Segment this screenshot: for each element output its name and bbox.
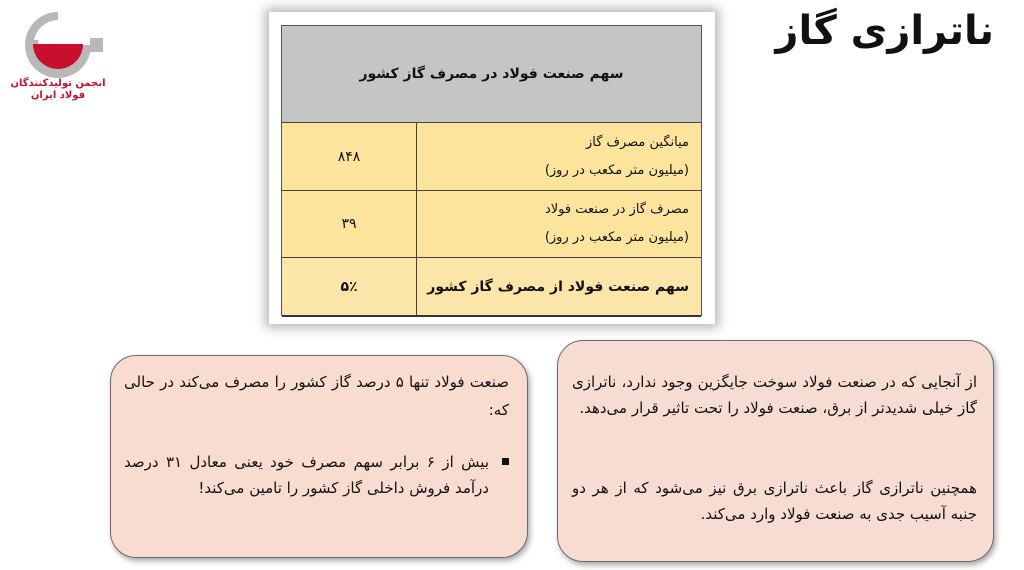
table-row — [282, 191, 701, 258]
row-label: سهم صنعت فولاد از مصرف گاز کشور — [427, 278, 689, 295]
row-unit: (میلیون متر مکعب در روز) — [544, 230, 689, 245]
steel-gas-share-callout — [110, 355, 528, 558]
table-cell-label — [417, 258, 701, 315]
table-header: سهم صنعت فولاد در مصرف گاز کشور — [282, 26, 701, 123]
page-title: ناترازی گاز — [775, 8, 994, 54]
table-cell-label — [417, 191, 701, 257]
callout-paragraph-2: همچنین ناترازی گاز باعث ناترازی برق نیز می‌شود که از هر دو جنبه آسیب جدی به صنعت فولاد وارد می‌کند. — [572, 479, 977, 523]
logo-emblem-icon — [8, 8, 108, 78]
table-cell-value: ۵٪ — [282, 258, 417, 315]
table-cell-value: ۳۹ — [282, 191, 417, 257]
gas-share-table — [281, 25, 702, 316]
row-unit: (میلیون متر مکعب در روز) — [544, 162, 689, 178]
bullet-square-icon — [502, 458, 509, 465]
callout-paragraph-1: از آنجایی که در صنعت فولاد سوخت جایگزین وجود ندارد، ناترازی گاز خیلی شدیدتر از برق، صنعت فولاد را تحت تاثیر قرار می‌دهد. — [572, 373, 977, 417]
table-row — [282, 258, 701, 317]
table-row — [282, 123, 701, 191]
callout-intro: صنعت فولاد تنها ۵ درصد گاز کشور را مصرف می‌کند در حالی که: — [124, 373, 509, 419]
gas-share-table-card — [269, 12, 715, 324]
callout-bullet-text: بیش از ۶ برابر سهم مصرف خود یعنی معادل ۳۱ درصد درآمد فروش داخلی گاز کشور را تامین می‌کند! — [124, 453, 490, 497]
callout-bullet — [124, 449, 509, 501]
logo-text-line2: فولاد ایران — [30, 90, 86, 101]
association-logo — [8, 8, 108, 100]
row-label: میانگین مصرف گاز — [585, 134, 689, 150]
gas-imbalance-callout — [557, 340, 994, 562]
table-cell-value: ۸۴۸ — [282, 123, 417, 190]
table-cell-label — [417, 123, 701, 190]
row-label: مصرف گاز در صنعت فولاد — [544, 202, 689, 217]
logo-text-line1: انجمن تولیدکنندگان — [10, 78, 106, 89]
